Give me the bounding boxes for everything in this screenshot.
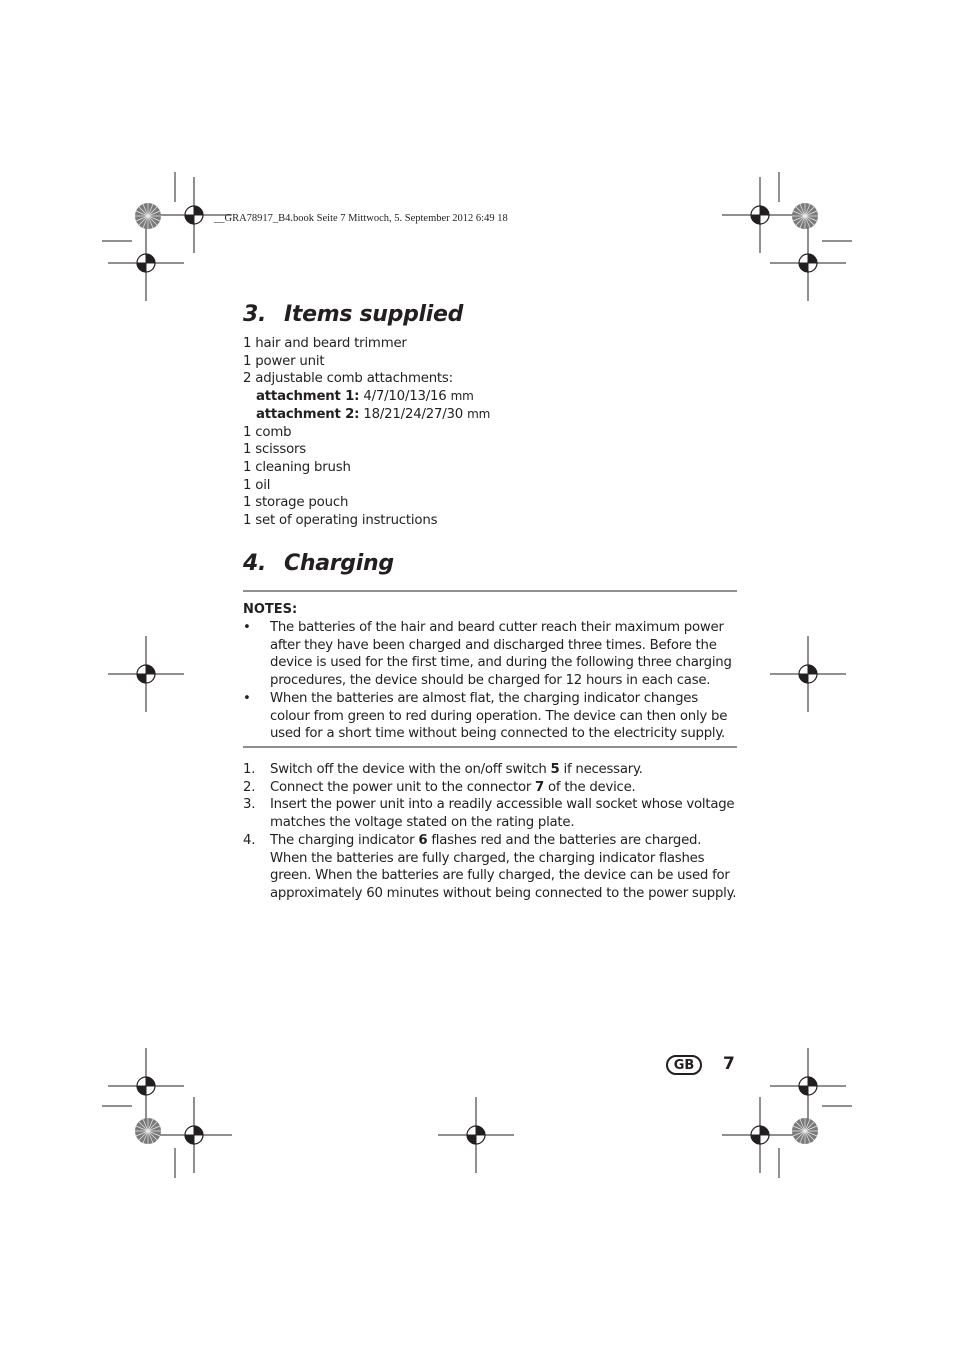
list-item: 1 set of operating instructions <box>243 513 438 529</box>
bullet-marker: • <box>243 620 251 635</box>
page-number: 7 <box>723 1054 735 1074</box>
list-item: 2 adjustable comb attachments: <box>243 371 453 387</box>
step-item: 3. Insert the power unit into a readily accessible wall socket whose voltage matches the voltage stated on the rating plate. <box>243 797 735 831</box>
items-supplied-list <box>243 335 490 530</box>
list-item: 1 hair and beard trimmer <box>243 336 407 351</box>
attachment-item: attachment 1: 4/7/10/13/16 mm <box>256 389 474 405</box>
notes-title: NOTES: <box>243 602 298 617</box>
step-item: 4. The charging indicator 6 flashes red and the batteries are charged. When the batteries are fully charged, the charging indicator flashes green. When the batteries are fully charged, the device can be used for approximately 60 minutes without being connected to the power supply. <box>243 832 737 901</box>
note-item: • When the batteries are almost flat, the charging indicator changes colour from green to red during operation. The device can then only be used for a short time without being connected to the electricity supply. <box>243 690 728 742</box>
section-heading-items-supplied: 3. Items supplied <box>243 302 464 327</box>
country-badge: GB <box>666 1055 702 1075</box>
print-slug: __GRA78917_B4.book Seite 7 Mittwoch, 5. September 2012 6:49 18 <box>214 213 508 224</box>
notes-bottom-rule <box>243 746 737 748</box>
step-item: 2. Connect the power unit to the connector 7 of the device. <box>243 779 636 795</box>
charging-steps-list <box>243 761 737 903</box>
list-item: 1 comb <box>243 424 292 440</box>
list-item: 1 oil <box>243 477 271 493</box>
step-item: 1. Switch off the device with the on/off switch 5 if necessary. <box>243 762 643 777</box>
list-item: 1 cleaning brush <box>243 459 351 475</box>
section-heading-charging: 4. Charging <box>243 551 394 576</box>
list-item: 1 scissors <box>243 442 307 458</box>
list-item: 1 storage pouch <box>243 495 349 511</box>
list-item: 1 power unit <box>243 353 325 369</box>
note-item: • The batteries of the hair and beard cutter reach their maximum power after they have been charged and discharged three times. Before the device is used for the first time, and during the following three charging procedures, the device should be charged for 12 hours in each case. <box>243 620 732 689</box>
notes-list <box>243 619 737 743</box>
bullet-marker: • <box>243 690 251 706</box>
attachment-item: attachment 2: 18/21/24/27/30 mm <box>256 406 491 422</box>
notes-top-rule <box>243 590 737 592</box>
